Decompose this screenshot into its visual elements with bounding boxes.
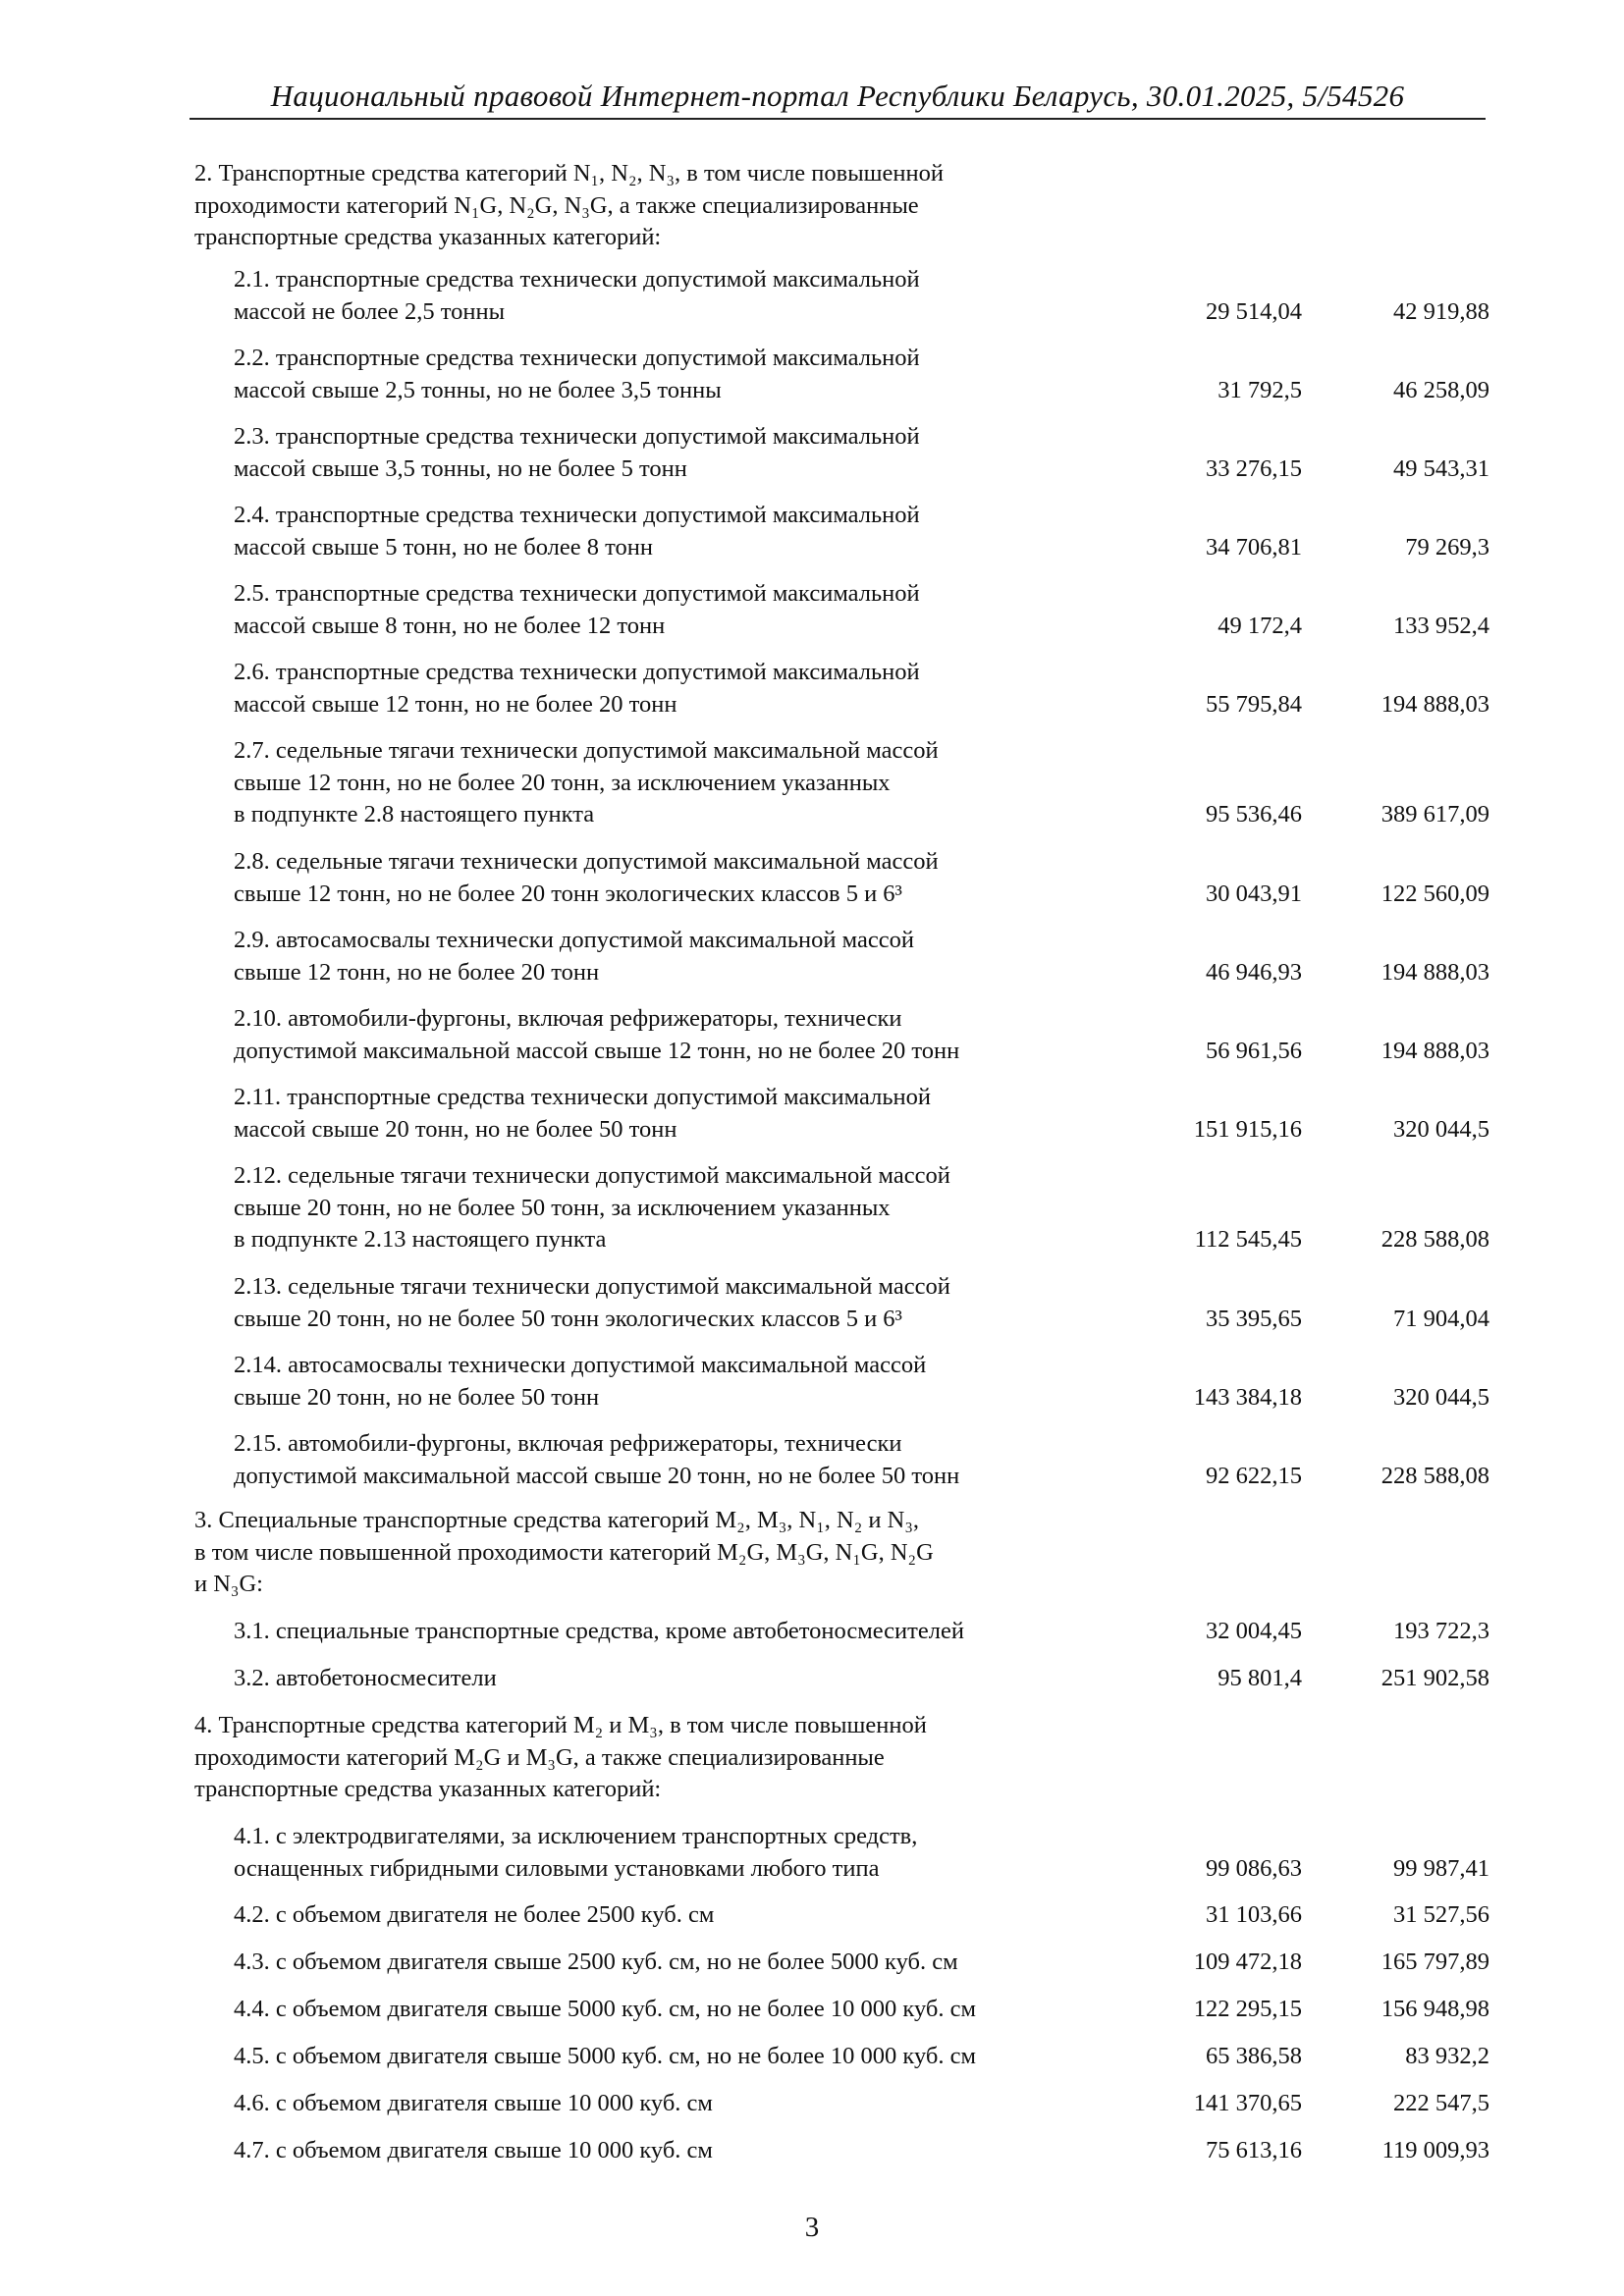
row-description-line: 4.4. с объемом двигателя свыше 5000 куб. см, но не более 10 000 куб. см xyxy=(234,1996,976,2022)
rate-value-2: 389 617,09 xyxy=(1380,801,1489,828)
row-description-line: в том числе повышенной проходимости категорий M₂G, M₃G, N₁G, N₂G xyxy=(194,1538,934,1566)
rate-value-2: 49 543,31 xyxy=(1393,454,1489,482)
table-row xyxy=(0,1994,1624,2026)
rate-value-2: 193 722,3 xyxy=(1393,1618,1489,1644)
rate-value-2: 83 932,2 xyxy=(1405,2043,1489,2069)
table-row xyxy=(0,158,1624,254)
rate-value-1: 75 613,16 xyxy=(1206,2137,1302,2163)
row-description-line: 2.6. транспортные средства технически допустимой максимальной xyxy=(234,659,920,685)
table-row xyxy=(0,2088,1624,2120)
rate-value-2: 46 258,09 xyxy=(1393,376,1489,403)
row-description-line: 2.9. автосамосвалы технически допустимой максимальной массой xyxy=(234,927,914,953)
row-description xyxy=(234,1350,1274,1414)
rate-value-1: 65 386,58 xyxy=(1206,2043,1302,2069)
row-description xyxy=(234,1428,1274,1492)
table-row xyxy=(0,1505,1624,1601)
rate-value-1: 32 004,45 xyxy=(1206,1618,1302,1644)
rate-value-1: 31 103,66 xyxy=(1206,1901,1302,1928)
row-description-line: 3. Специальные транспортные средства категорий M₂, M₃, N₁, N₂ и N₃, xyxy=(194,1507,919,1533)
table-row xyxy=(0,2041,1624,2073)
row-description-line: массой свыше 5 тонн, но не более 8 тонн xyxy=(234,533,654,561)
rate-value-1: 143 384,18 xyxy=(1193,1383,1302,1411)
row-description-line: свыше 12 тонн, но не более 20 тонн xyxy=(234,958,600,986)
table-row xyxy=(0,1271,1624,1335)
row-description-line: массой не более 2,5 тонны xyxy=(234,297,506,325)
row-description xyxy=(194,1505,1235,1601)
row-description-line: 2.12. седельные тягачи технически допустимой максимальной массой xyxy=(234,1162,950,1189)
row-description xyxy=(234,1994,1274,2026)
table-row xyxy=(0,1616,1624,1648)
rate-value-2: 194 888,03 xyxy=(1380,690,1489,718)
rate-value-1: 92 622,15 xyxy=(1206,1462,1302,1489)
table-row xyxy=(0,925,1624,988)
row-description-line: 2.4. транспортные средства технически допустимой максимальной xyxy=(234,502,920,528)
row-description xyxy=(234,846,1274,910)
row-description-line: массой свыше 12 тонн, но не более 20 тонн xyxy=(234,690,677,718)
row-description xyxy=(234,925,1274,988)
table-row xyxy=(0,1821,1624,1885)
rate-value-2: 222 547,5 xyxy=(1393,2090,1489,2116)
rate-value-2: 320 044,5 xyxy=(1393,1115,1489,1143)
table-row xyxy=(0,657,1624,721)
table-row xyxy=(0,264,1624,328)
table-row xyxy=(0,343,1624,406)
page-header: Национальный правовой Интернет-портал Республики Беларусь, 30.01.2025, 5/54526 xyxy=(270,79,1405,113)
table-row xyxy=(0,1428,1624,1492)
row-description-line: транспортные средства указанных категорий: xyxy=(194,1776,662,1802)
row-description xyxy=(234,500,1274,563)
row-description xyxy=(234,1663,1274,1695)
rate-value-1: 49 172,4 xyxy=(1218,612,1302,639)
row-description-line: массой свыше 2,5 тонны, но не более 3,5 тонны xyxy=(234,376,722,403)
rate-value-1: 46 946,93 xyxy=(1206,958,1302,986)
rate-value-1: 29 514,04 xyxy=(1206,297,1302,325)
rate-value-1: 95 536,46 xyxy=(1206,801,1302,828)
row-description xyxy=(234,1899,1274,1932)
row-description xyxy=(234,421,1274,485)
row-description xyxy=(234,578,1274,642)
table-row xyxy=(0,1003,1624,1067)
table-row xyxy=(0,421,1624,485)
row-description xyxy=(234,1003,1274,1067)
table-row xyxy=(0,1160,1624,1256)
table-row xyxy=(0,1710,1624,1806)
row-description-line: 2.14. автосамосвалы технически допустимой максимальной массой xyxy=(234,1352,927,1378)
rate-value-1: 99 086,63 xyxy=(1206,1854,1302,1882)
rate-value-1: 55 795,84 xyxy=(1206,690,1302,718)
row-description-line: 2.7. седельные тягачи технически допустимой максимальной массой xyxy=(234,737,939,764)
rate-value-2: 156 948,98 xyxy=(1380,1996,1489,2022)
row-description-line: 2.5. транспортные средства технически допустимой максимальной xyxy=(234,580,920,607)
row-description xyxy=(234,1947,1274,1979)
rate-value-1: 30 043,91 xyxy=(1206,880,1302,907)
row-description-line: оснащенных гибридными силовыми установками любого типа xyxy=(234,1854,880,1882)
rate-value-1: 33 276,15 xyxy=(1206,454,1302,482)
rate-value-1: 34 706,81 xyxy=(1206,533,1302,561)
row-description-line: свыше 20 тонн, но не более 50 тонн, за исключением указанных xyxy=(234,1194,891,1221)
table-row xyxy=(0,1663,1624,1695)
rate-value-1: 151 915,16 xyxy=(1193,1115,1302,1143)
row-description xyxy=(234,2088,1274,2120)
rate-value-2: 31 527,56 xyxy=(1393,1901,1489,1928)
row-description-line: проходимости категорий N₁G, N₂G, N₃G, а также специализированные xyxy=(194,191,919,219)
table-row xyxy=(0,735,1624,831)
rate-value-1: 95 801,4 xyxy=(1218,1665,1302,1691)
row-description xyxy=(234,1160,1274,1256)
rate-value-2: 119 009,93 xyxy=(1381,2137,1489,2163)
row-description xyxy=(234,657,1274,721)
row-description-line: свыше 12 тонн, но не более 20 тонн, за исключением указанных xyxy=(234,769,891,796)
row-description-line: свыше 20 тонн, но не более 50 тонн экологических классов 5 и 6³ xyxy=(234,1305,902,1332)
row-description-line: 4.2. с объемом двигателя не более 2500 куб. см xyxy=(234,1901,715,1928)
row-description-line: 3.1. специальные транспортные средства, кроме автобетоносмесителей xyxy=(234,1618,964,1644)
rate-value-2: 133 952,4 xyxy=(1393,612,1489,639)
rate-value-1: 112 545,45 xyxy=(1194,1226,1302,1253)
rate-value-1: 56 961,56 xyxy=(1206,1037,1302,1064)
row-description xyxy=(234,2135,1274,2167)
row-description xyxy=(234,1821,1274,1885)
page-number: 3 xyxy=(804,2212,820,2243)
row-description-line: допустимой максимальной массой свыше 12 тонн, но не более 20 тонн xyxy=(234,1037,960,1064)
row-description-line: свыше 20 тонн, но не более 50 тонн xyxy=(234,1383,600,1411)
table-row xyxy=(0,1947,1624,1979)
row-description-line: 2.15. автомобили-фургоны, включая рефрижераторы, технически xyxy=(234,1430,902,1457)
row-description-line: в подпункте 2.13 настоящего пункта xyxy=(234,1226,607,1253)
row-description-line: 2.3. транспортные средства технически допустимой максимальной xyxy=(234,423,920,450)
rate-value-1: 109 472,18 xyxy=(1193,1949,1302,1975)
table-row xyxy=(0,2135,1624,2167)
row-description-line: 4.6. с объемом двигателя свыше 10 000 куб. см xyxy=(234,2090,713,2116)
rate-value-2: 194 888,03 xyxy=(1380,958,1489,986)
row-description-line: и N₃G: xyxy=(194,1571,263,1597)
row-description xyxy=(234,1082,1274,1146)
row-description-line: 4.3. с объемом двигателя свыше 2500 куб. см, но не более 5000 куб. см xyxy=(234,1949,958,1975)
row-description-line: 2.11. транспортные средства технически допустимой максимальной xyxy=(234,1084,931,1110)
rate-value-2: 42 919,88 xyxy=(1393,297,1489,325)
row-description xyxy=(234,264,1274,328)
rate-value-2: 194 888,03 xyxy=(1380,1037,1489,1064)
row-description-line: 2.10. автомобили-фургоны, включая рефрижераторы, технически xyxy=(234,1005,902,1032)
row-description-line: 4.5. с объемом двигателя свыше 5000 куб. см, но не более 10 000 куб. см xyxy=(234,2043,976,2069)
row-description-line: массой свыше 8 тонн, но не более 12 тонн xyxy=(234,612,666,639)
rate-value-2: 71 904,04 xyxy=(1393,1305,1489,1332)
row-description-line: массой свыше 20 тонн, но не более 50 тонн xyxy=(234,1115,677,1143)
row-description-line: 2.1. транспортные средства технически допустимой максимальной xyxy=(234,266,920,293)
row-description-line: в подпункте 2.8 настоящего пункта xyxy=(234,801,595,828)
row-description-line: 2.2. транспортные средства технически допустимой максимальной xyxy=(234,345,920,371)
rate-value-2: 228 588,08 xyxy=(1380,1226,1489,1253)
row-description-line: 4.7. с объемом двигателя свыше 10 000 куб. см xyxy=(234,2137,713,2163)
rate-value-2: 165 797,89 xyxy=(1380,1949,1489,1975)
table-row xyxy=(0,1082,1624,1146)
row-description xyxy=(234,1616,1274,1648)
row-description xyxy=(234,2041,1274,2073)
rate-value-1: 122 295,15 xyxy=(1193,1996,1302,2022)
rate-value-2: 122 560,09 xyxy=(1380,880,1489,907)
rate-value-2: 320 044,5 xyxy=(1393,1383,1489,1411)
row-description xyxy=(194,158,1235,254)
rate-value-1: 141 370,65 xyxy=(1193,2090,1302,2116)
table-row xyxy=(0,578,1624,642)
row-description-line: 4.1. с электродвигателями, за исключением транспортных средств, xyxy=(234,1823,918,1849)
row-description xyxy=(234,343,1274,406)
row-description-line: проходимости категорий M₂G и M₃G, а также специализированные xyxy=(194,1743,885,1771)
rate-value-2: 251 902,58 xyxy=(1380,1665,1489,1691)
row-description xyxy=(234,1271,1274,1335)
row-description-line: 3.2. автобетоносмесители xyxy=(234,1665,497,1691)
table-row xyxy=(0,1350,1624,1414)
row-description-line: свыше 12 тонн, но не более 20 тонн экологических классов 5 и 6³ xyxy=(234,880,902,907)
rate-value-2: 228 588,08 xyxy=(1380,1462,1489,1489)
row-description-line: допустимой максимальной массой свыше 20 тонн, но не более 50 тонн xyxy=(234,1462,960,1489)
row-description-line: 2.13. седельные тягачи технически допустимой максимальной массой xyxy=(234,1273,950,1300)
row-description-line: 2.8. седельные тягачи технически допустимой максимальной массой xyxy=(234,848,939,875)
row-description-line: 2. Транспортные средства категорий N₁, N₂, N₃, в том числе повышенной xyxy=(194,160,945,187)
rate-value-1: 31 792,5 xyxy=(1218,376,1302,403)
table-row xyxy=(0,500,1624,563)
row-description xyxy=(194,1710,1235,1806)
row-description-line: массой свыше 3,5 тонны, но не более 5 тонн xyxy=(234,454,687,482)
rate-value-1: 35 395,65 xyxy=(1206,1305,1302,1332)
rate-value-2: 79 269,3 xyxy=(1405,533,1489,561)
row-description-line: транспортные средства указанных категорий: xyxy=(194,224,662,250)
row-description-line: 4. Транспортные средства категорий M₂ и M₃, в том числе повышенной xyxy=(194,1712,927,1738)
table-row xyxy=(0,1899,1624,1932)
table-row xyxy=(0,846,1624,910)
row-description xyxy=(234,735,1274,831)
rate-value-2: 99 987,41 xyxy=(1393,1854,1489,1882)
